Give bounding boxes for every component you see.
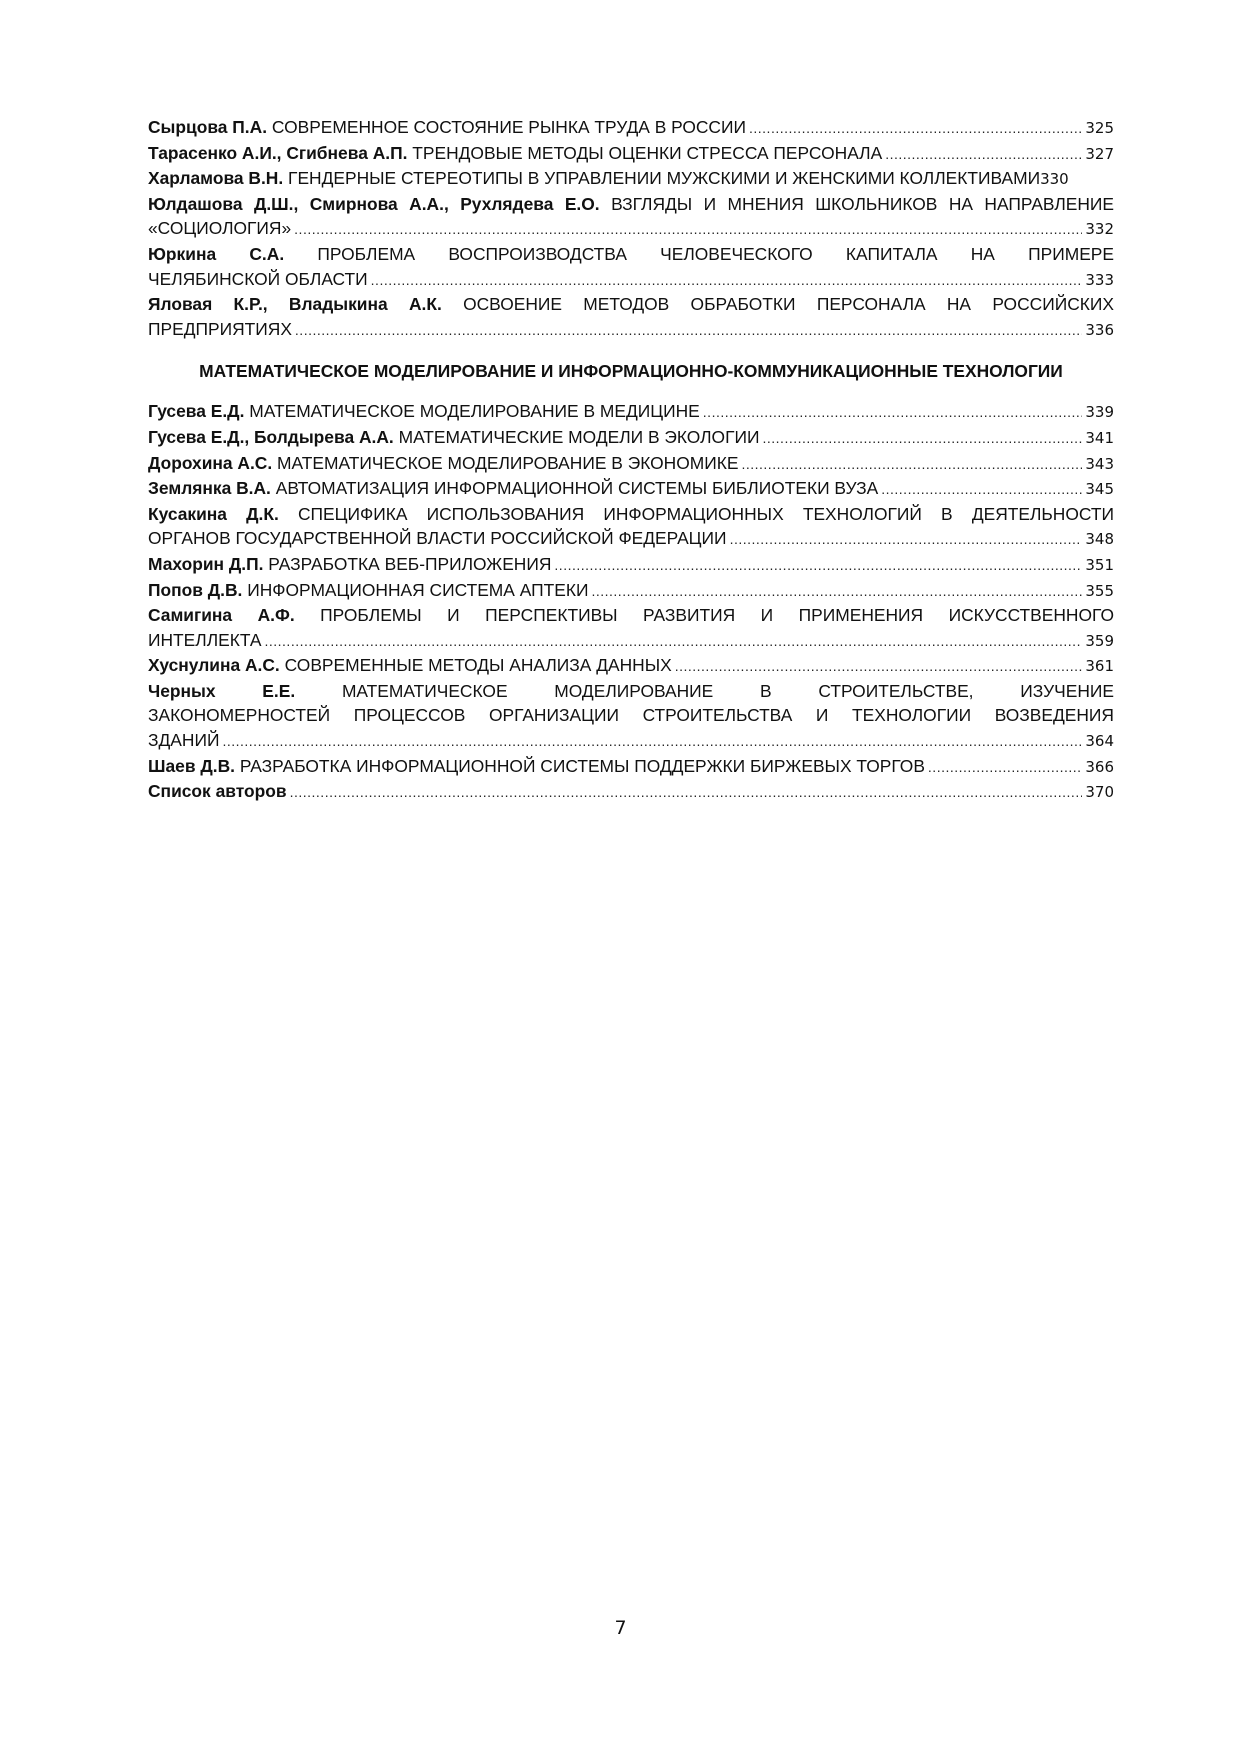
table-of-contents — [148, 115, 1114, 805]
toc-title: ЗАКОНОМЕРНОСТЕЙ ПРОЦЕССОВ ОРГАНИЗАЦИИ СТРОИТЕЛЬСТВА И ТЕХНОЛОГИИ ВОЗВЕДЕНИЯ — [148, 705, 1114, 726]
toc-page-number: 355 — [1085, 581, 1114, 600]
toc-author: Дорохина А.С. — [148, 452, 273, 473]
toc-page-number: 336 — [1085, 320, 1114, 339]
toc-title-line — [148, 192, 1114, 217]
dot-leader — [591, 579, 1082, 604]
toc-author: Землянка В.А. — [148, 478, 271, 499]
toc-title: ЗДАНИЙ — [148, 730, 220, 751]
toc-page-number: 364 — [1085, 732, 1114, 751]
toc-author: Тарасенко А.И., Сгибнева А.П. — [148, 142, 408, 163]
toc-title-line — [148, 292, 1114, 317]
dot-leader — [763, 426, 1083, 451]
toc-entry[interactable] — [148, 242, 1114, 292]
toc-author: Юркина С.А. — [148, 243, 285, 264]
toc-page-number: 333 — [1085, 270, 1114, 289]
toc-title: МАТЕМАТИЧЕСКОЕ МОДЕЛИРОВАНИЕ В ЭКОНОМИКЕ — [277, 452, 739, 473]
toc-title: ВЗГЛЯДЫ И МНЕНИЯ ШКОЛЬНИКОВ НА НАПРАВЛЕНИЕ — [611, 193, 1114, 214]
toc-title: ПРОБЛЕМА ВОСПРОИЗВОДСТВА ЧЕЛОВЕЧЕСКОГО КАПИТАЛА НА ПРИМЕРЕ — [317, 243, 1114, 264]
toc-title: МАТЕМАТИЧЕСКОЕ МОДЕЛИРОВАНИЕ В МЕДИЦИНЕ — [249, 401, 700, 422]
dot-leader — [294, 217, 1082, 242]
toc-entry[interactable] — [148, 502, 1114, 552]
toc-page-number: 327 — [1085, 144, 1114, 163]
toc-title: ПРОБЛЕМЫ И ПЕРСПЕКТИВЫ РАЗВИТИЯ И ПРИМЕНЕНИЯ ИСКУССТВЕННОГО — [320, 605, 1114, 626]
dot-leader — [741, 452, 1082, 477]
toc-author: Черных Е.Е. — [148, 680, 296, 701]
toc-page-number: 332 — [1085, 220, 1114, 239]
toc-title: СПЕЦИФИКА ИСПОЛЬЗОВАНИЯ ИНФОРМАЦИОННЫХ ТЕХНОЛОГИЙ В ДЕЯТЕЛЬНОСТИ — [297, 503, 1114, 524]
dot-leader — [881, 477, 1082, 502]
toc-title: СОВРЕМЕННЫЕ МЕТОДЫ АНАЛИЗА ДАННЫХ — [284, 655, 672, 676]
toc-entry[interactable] — [148, 292, 1114, 342]
toc-entry[interactable] — [148, 115, 1114, 141]
toc-title-line — [148, 502, 1114, 527]
toc-entry[interactable] — [148, 653, 1114, 679]
toc-title: МАТЕМАТИЧЕСКИЕ МОДЕЛИ В ЭКОЛОГИИ — [398, 426, 760, 447]
toc-entry[interactable] — [148, 451, 1114, 477]
dot-leader — [222, 729, 1082, 754]
toc-entry[interactable] — [148, 425, 1114, 451]
toc-author: Яловая К.Р., Владыкина А.К. — [148, 294, 442, 315]
page-number: 7 — [614, 1617, 627, 1639]
dot-leader — [703, 400, 1083, 425]
toc-entry[interactable] — [148, 679, 1114, 754]
toc-title: РАЗРАБОТКА ИНФОРМАЦИОННОЙ СИСТЕМЫ ПОДДЕРЖКИ БИРЖЕВЫХ ТОРГОВ — [239, 755, 925, 776]
toc-title: МАТЕМАТИЧЕСКОЕ МОДЕЛИРОВАНИЕ В СТРОИТЕЛЬСТВЕ, ИЗУЧЕНИЕ — [341, 680, 1114, 701]
toc-author: Кусакина Д.К. — [148, 503, 279, 524]
toc-author: Шаев Д.В. — [148, 755, 235, 776]
toc-page-number: 359 — [1085, 631, 1114, 650]
dot-leader — [554, 553, 1082, 578]
dot-leader — [264, 629, 1082, 654]
toc-entry[interactable] — [148, 603, 1114, 653]
toc-page-number: 325 — [1085, 119, 1114, 137]
toc-author: Список авторов — [148, 781, 287, 802]
toc-page-number: 341 — [1085, 428, 1114, 447]
toc-page-number: 351 — [1085, 555, 1114, 574]
toc-title-line — [148, 242, 1114, 267]
toc-page-number: 348 — [1085, 530, 1114, 549]
toc-title: «СОЦИОЛОГИЯ» — [148, 218, 292, 239]
toc-author: Гусева Е.Д., Болдырева А.А. — [148, 426, 394, 447]
toc-title: ЧЕЛЯБИНСКОЙ ОБЛАСТИ — [148, 268, 368, 289]
toc-entry[interactable] — [148, 166, 1114, 192]
toc-entry[interactable] — [148, 578, 1114, 604]
toc-author: Гусева Е.Д. — [148, 401, 245, 422]
toc-title-line — [148, 679, 1114, 704]
toc-title: РАЗРАБОТКА ВЕБ-ПРИЛОЖЕНИЯ — [268, 553, 552, 574]
toc-page-number: 370 — [1085, 783, 1114, 802]
toc-author: Харламова В.Н. — [148, 168, 284, 189]
toc-title: АВТОМАТИЗАЦИЯ ИНФОРМАЦИОННОЙ СИСТЕМЫ БИБЛИОТЕКИ ВУЗА — [275, 478, 879, 499]
toc-author: Самигина А.Ф. — [148, 605, 295, 626]
toc-entry[interactable] — [148, 754, 1114, 780]
toc-entry[interactable] — [148, 552, 1114, 578]
dot-leader — [290, 780, 1083, 805]
toc-page-number: 366 — [1085, 757, 1114, 776]
dot-leader — [730, 527, 1083, 552]
toc-entry[interactable] — [148, 476, 1114, 502]
toc-title: ОРГАНОВ ГОСУДАРСТВЕННОЙ ВЛАСТИ РОССИЙСКОЙ ФЕДЕРАЦИИ — [148, 528, 727, 549]
toc-author: Юлдашова Д.Ш., Смирнова А.А., Рухлядева Е.О. — [148, 193, 600, 214]
toc-author: Попов Д.В. — [148, 579, 243, 600]
toc-entry[interactable] — [148, 141, 1114, 167]
toc-entry[interactable] — [148, 399, 1114, 425]
toc-author: Хуснулина А.С. — [148, 655, 280, 676]
toc-entry[interactable] — [148, 192, 1114, 242]
dot-leader — [371, 268, 1083, 293]
dot-leader — [749, 116, 1082, 141]
toc-entry[interactable] — [148, 779, 1114, 805]
toc-page-number: 361 — [1085, 657, 1114, 676]
toc-title: ИНТЕЛЛЕКТА — [148, 629, 262, 650]
toc-title: ГЕНДЕРНЫЕ СТЕРЕОТИПЫ В УПРАВЛЕНИИ МУЖСКИМИ И ЖЕНСКИМИ КОЛЛЕКТИВАМИ — [288, 168, 1041, 189]
toc-page-number: 343 — [1085, 454, 1114, 473]
toc-page-number: 345 — [1085, 480, 1114, 499]
toc-title: ТРЕНДОВЫЕ МЕТОДЫ ОЦЕНКИ СТРЕССА ПЕРСОНАЛА — [412, 142, 883, 163]
dot-leader — [295, 318, 1082, 343]
toc-author: Махорин Д.П. — [148, 553, 264, 574]
toc-title: ОСВОЕНИЕ МЕТОДОВ ОБРАБОТКИ ПЕРСОНАЛА НА РОССИЙСКИХ — [463, 294, 1114, 315]
dot-leader — [885, 142, 1082, 167]
dot-leader — [675, 654, 1083, 679]
toc-title-line — [148, 603, 1114, 628]
dot-leader — [928, 755, 1082, 780]
toc-page-number: 330 — [1040, 170, 1069, 189]
toc-title: ИНФОРМАЦИОННАЯ СИСТЕМА АПТЕКИ — [247, 579, 589, 600]
toc-author: Сырцова П.А. — [148, 117, 268, 137]
toc-title: ПРЕДПРИЯТИЯХ — [148, 318, 292, 339]
section-heading: МАТЕМАТИЧЕСКОЕ МОДЕЛИРОВАНИЕ И ИНФОРМАЦИОННО-КОММУНИКАЦИОННЫЕ ТЕХНОЛОГИИ — [199, 361, 1063, 382]
toc-title: СОВРЕМЕННОЕ СОСТОЯНИЕ РЫНКА ТРУДА В РОССИИ — [271, 117, 746, 137]
toc-page-number: 339 — [1085, 403, 1114, 422]
